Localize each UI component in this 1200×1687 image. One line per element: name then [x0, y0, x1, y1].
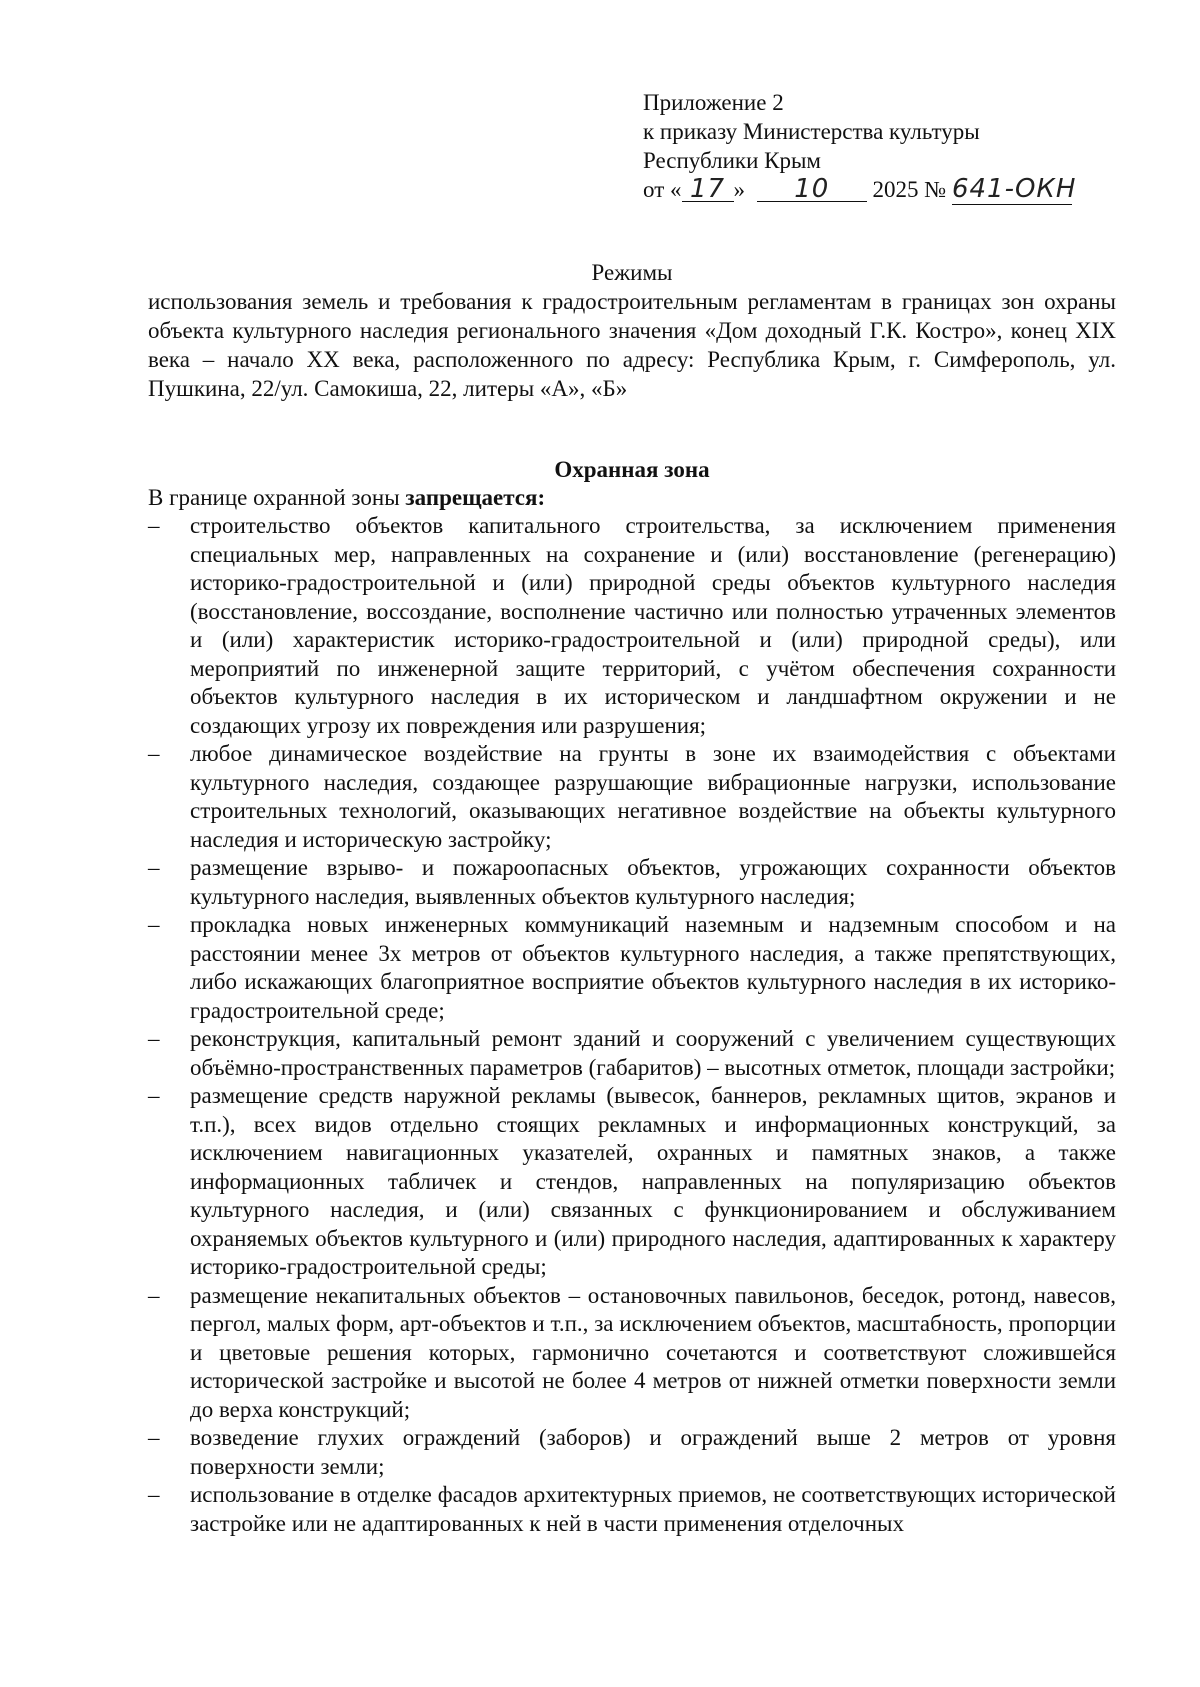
appendix-header [643, 88, 1123, 205]
list-item [148, 854, 1116, 911]
list-item [148, 1082, 1116, 1282]
list-item-text: использование в отделке фасадов архитектурных приемов, не соответствующих исторической застройке или не адаптированных к ней в части применения отделочных [190, 1482, 1116, 1536]
date-mid: » [733, 177, 745, 202]
appendix-date-line [643, 175, 1123, 205]
appendix-ministry-region: Республики Крым [643, 148, 821, 173]
list-item [148, 1025, 1116, 1082]
list-item [148, 512, 1116, 740]
date-day-handwritten: 17 [682, 177, 734, 202]
list-dash: – [148, 855, 160, 880]
list-dash: – [148, 1482, 160, 1507]
appendix-number: Приложение 2 [643, 90, 784, 115]
list-item-text: возведение глухих ограждений (заборов) и ограждений выше 2 метров от уровня поверхности земли; [190, 1425, 1116, 1479]
zone-intro [148, 483, 1116, 512]
list-dash: – [148, 1026, 160, 1051]
list-item [148, 911, 1116, 1025]
date-month-handwritten: 10 [757, 177, 867, 202]
list-dash: – [148, 741, 160, 766]
intro-prohibited: запрещается: [405, 485, 546, 510]
list-item [148, 1481, 1116, 1538]
list-item-text: любое динамическое воздействие на грунты в зоне их взаимодействия с объектами культурного наследия, создающее разрушающие вибрационные нагрузки, использование строительных технологий, оказывающих негативное воздействие на объекты культурного наследия и историческую застройку; [190, 741, 1116, 852]
prohibitions-list [148, 512, 1116, 1538]
list-dash: – [148, 912, 160, 937]
title-word: Режимы [591, 260, 673, 285]
list-item [148, 1282, 1116, 1425]
appendix-order-ref: к приказу Министерства культуры [643, 119, 980, 144]
list-item-text: размещение средств наружной рекламы (вывесок, баннеров, рекламных щитов, экранов и т.п.), всех видов отдельно стоящих рекламных и информационных конструкций, за исключением навигационных указателей, охранных и памятных знаков, а также информационных табличек и стендов, направленных на популяризацию объектов культурного наследия, и (или) связанных с функционированием и обслуживанием охраняемых объектов культурного и (или) природного наследия, адаптированных к характеру историко-градостроительной среды; [190, 1083, 1116, 1279]
list-item [148, 1424, 1116, 1481]
title-text: использования земель и требования к градостроительным регламентам в границах зон охраны объекта культурного наследия регионального значения «Дом доходный Г.К. Костро», конец XIX века – начало XX века, расположенного по адресу: Республика Крым, г. Симферополь, ул. Пушкина, 22/ул. Самокиша, 22, литеры «А», «Б» [148, 289, 1116, 401]
list-item [148, 740, 1116, 854]
list-item-text: размещение взрыво- и пожароопасных объектов, угрожающих сохранности объектов культурного наследия, выявленных объектов культурного наследия; [190, 855, 1116, 909]
list-dash: – [148, 1425, 160, 1450]
list-item-text: реконструкция, капитальный ремонт зданий и сооружений с увеличением существующих объёмно-пространственных параметров (габаритов) – высотных отметок, площади застройки; [190, 1026, 1116, 1080]
date-prefix: от « [643, 177, 682, 202]
list-item-text: размещение некапитальных объектов – остановочных павильонов, беседок, ротонд, навесов, пергол, малых форм, арт-объектов и т.п., за исключением объектов, масштабность, пропорции и цветовые решения которых, гармонично сочетаются и соответствуют сложившейся исторической застройке и высотой не более 4 метров от нижней отметки поверхности земли до верха конструкций; [190, 1282, 1116, 1422]
intro-prefix: В границе охранной зоны [148, 485, 406, 510]
zone-heading: Охранная зона [554, 457, 710, 482]
list-dash: – [148, 1282, 160, 1308]
list-item-text: строительство объектов капитального строительства, за исключением применения специальных мер, направленных на сохранение и (или) восстановление (регенерацию) историко-градостроительной и (или) природной среды объектов культурного наследия (восстановление, воссоздание, восполнение частично или полностью утраченных элементов и (или) характеристик историко-градостроительной и (или) природной среды), или мероприятий по инженерной защите территорий, с учётом обеспечения сохранности объектов культурного наследия в их историческом и ландшафтном окружении и не создающих угрозу их повреждения или разрушения; [190, 513, 1116, 738]
list-item-text: прокладка новых инженерных коммуникаций наземным и надземным способом и на расстоянии менее 3х метров от объектов культурного наследия, а также препятствующих, либо искажающих благоприятное восприятие объектов культурного наследия в их историко-градостроительной среде; [190, 912, 1116, 1023]
date-year: 2025 № [872, 177, 947, 202]
document-title [148, 258, 1116, 403]
doc-number-handwritten: 641-ОКН [951, 174, 1077, 204]
list-dash: – [148, 1083, 160, 1108]
list-dash: – [148, 513, 160, 538]
